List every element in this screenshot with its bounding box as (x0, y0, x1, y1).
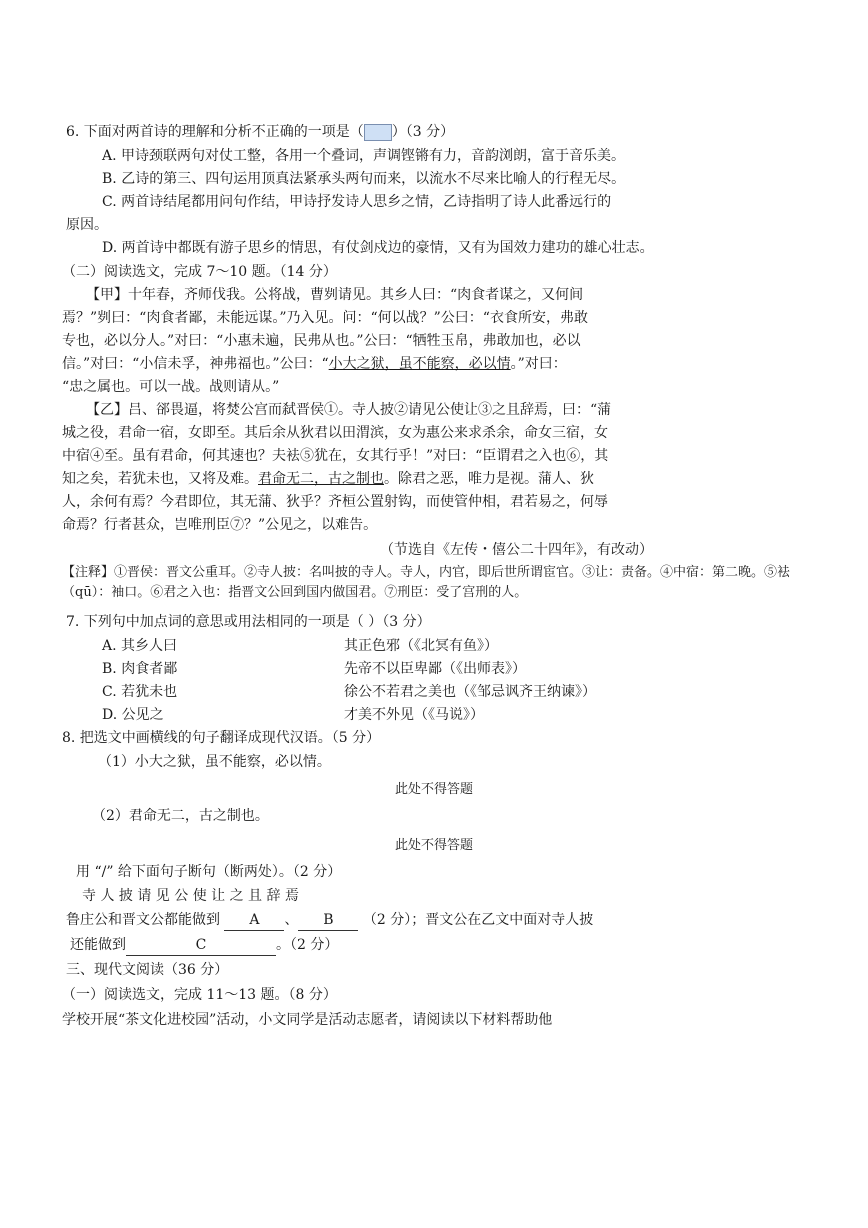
part3-subheader: （一）阅读选文，完成 11～13 题。（8 分） (62, 987, 337, 1003)
q7-stem: 7. 下列句中加点词的意思或用法相同的一项是（ ）（3 分） (66, 614, 431, 630)
q8-stem: 8. 把选文中画横线的句子翻译成现代汉语。（5 分） (62, 730, 381, 746)
no-answer-zone-2: 此处不得答题 (394, 838, 473, 853)
passage-yi-line: 中宿④至。虽有君命，何其速也？夫袪⑤犹在，女其行乎！”对曰：“臣谓君之入也⑥，其 (62, 448, 609, 464)
q6-option-c: C. 两首诗结尾都用问句作结，甲诗抒发诗人思乡之情，乙诗指明了诗人此番远行的 (102, 194, 612, 210)
q7-option-d-right: 才美不外见（《马说》） (344, 707, 484, 723)
passage-jia-line: “忠之属也。可以一战。战则请从。” (62, 379, 280, 395)
passage-jia-line: 信。”对曰：“小信未孚，神弗福也。”公曰：“小大之狱，虽不能察，必以情。”对曰： (62, 356, 567, 372)
section2-header: （二）阅读选文，完成 7～10 题。（14 分） (62, 264, 337, 280)
passage-yi-line: 知之矣，若犹未也，又将及难。君命无二，古之制也。除君之恶，唯力是视。蒲人、狄 (62, 471, 594, 487)
underlined-sentence-2: 君命无二，古之制也 (258, 471, 384, 487)
passage-yi-line: 人，余何有焉？今君即位，其无蒲、狄乎？齐桓公置射钩，而使管仲相，君若易之，何辱 (62, 494, 608, 510)
q7-option-a-left: A. 其乡人曰 (102, 638, 178, 654)
underlined-sentence-1: 小大之狱，虽不能察，必以情 (328, 356, 511, 372)
passage-yi-line: 城之役，君命一宿，女即至。其后余从狄君以田渭滨，女为惠公来求杀余，命女三宿，女 (62, 425, 608, 441)
q6-option-d: D. 两首诗中都既有游子思乡的情思，有仗剑戍边的豪情，又有为国效力建功的雄心壮志。 (102, 240, 654, 256)
q9-stem: 用 “/” 给下面句子断句（断两处）。（2 分） (76, 864, 342, 880)
q6-stem: 6. 下面对两首诗的理解和分析不正确的一项是（ ）（3 分） (66, 124, 455, 140)
q7-option-d-left: D. 公见之 (102, 707, 164, 723)
passage-jia-line: 【甲】十年春，齐师伐我。公将战，曹刿请见。其乡人曰：“肉食者谋之，又何间 (86, 287, 584, 303)
q8-sentence-2: （2）君命无二，古之制也。 (92, 808, 269, 824)
q8-sentence-1: （1）小大之狱，虽不能察，必以情。 (98, 754, 331, 770)
q6-option-c-cont: 原因。 (66, 217, 108, 233)
q10-line-2: 还能做到 C 。（2 分） (70, 935, 338, 956)
q10-line-1: 鲁庄公和晋文公都能做到 A 、 B （2 分）；晋文公在乙文中面对寺人披 (66, 910, 593, 931)
passage-yi-line: 【乙】吕、郤畏逼，将焚公宫而弑晋侯①。寺人披②请见公使让③之且辞焉，曰：“蒲 (86, 402, 612, 418)
annotation-notes: 【注释】①晋侯：晋文公重耳。②寺人披：名叫披的寺人。寺人，内官，即后世所谓宦官。③让：责备。④中宿：第二晚。⑤袪（qū）：袖口。⑥君之入也：指晋文公回到国内做国君。⑦刑臣：受了宫刑的人。 (62, 565, 791, 600)
q7-option-a-right: 其正色邪（《北冥有鱼》） (344, 638, 498, 654)
fill-blank-a[interactable]: A (224, 910, 284, 931)
source-citation: （节选自《左传・僖公二十四年》，有改动） (380, 542, 653, 558)
q9-sentence: 寺 人 披 请 见 公 使 让 之 且 辞 焉 (82, 888, 299, 904)
q7-option-b-right: 先帝不以臣卑鄙（《出师表》） (344, 661, 526, 677)
fill-blank-b[interactable]: B (298, 910, 358, 931)
q7-option-c-right: 徐公不若君之美也（《邹忌讽齐王纳谏》） (344, 684, 596, 700)
passage-yi-line: 命焉？行者甚众，岂唯刑臣⑦？”公见之，以难告。 (62, 517, 378, 533)
q6-option-b: B. 乙诗的第三、四句运用顶真法紧承头两句而来，以流水不尽来比喻人的行程无尽。 (102, 171, 626, 187)
passage-jia-line: 焉？”刿曰：“肉食者鄙，未能远谋。”乃入见。问：“何以战？”公曰：“衣食所安，弗敢 (62, 310, 588, 326)
answer-blank[interactable] (364, 124, 392, 141)
passage-jia-line: 专也，必以分人。”对曰：“小惠未遍，民弗从也。”公曰：“牺牲玉帛，弗敢加也，必以 (62, 333, 581, 349)
part3-header: 三、现代文阅读（36 分） (66, 962, 229, 978)
q7-option-b-left: B. 肉食者鄙 (102, 661, 178, 677)
q6-option-a: A. 甲诗颈联两句对仗工整，各用一个叠词，声调铿锵有力，音韵浏朗，富于音乐美。 (102, 148, 626, 164)
no-answer-zone-1: 此处不得答题 (394, 782, 473, 797)
q7-option-c-left: C. 若犹未也 (102, 684, 178, 700)
fill-blank-c[interactable]: C (126, 935, 276, 956)
part3-intro: 学校开展“茶文化进校园”活动，小文同学是活动志愿者，请阅读以下材料帮助他 (62, 1012, 553, 1028)
